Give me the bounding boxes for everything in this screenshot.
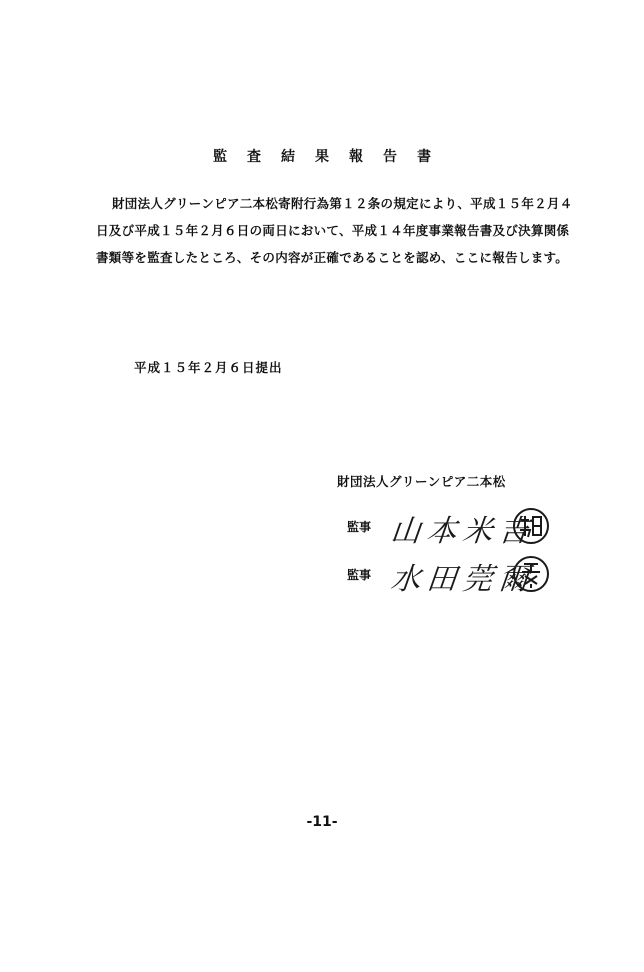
auditor-signature: 山本米吉 (388, 514, 537, 549)
auditor-role: 監事 (347, 520, 372, 534)
auditor-entry (347, 554, 607, 598)
report-body: 財団法人グリーンピア二本松寄附行為第１２条の規定により、平成１５年２月４日及び平成１５年２月６日の両日において、平成１４年度事業報告書及び決算関係書類等を監査したところ、その内容が正確であることを認め、ここに報告します。 (96, 196, 573, 265)
auditor-entry (347, 506, 607, 550)
seal-stamp-icon (511, 554, 551, 594)
submission-date: 平成１５年２月６日提出 (134, 360, 283, 375)
auditor-signature: 水田莞爾 (388, 562, 537, 597)
page-number: -11- (306, 814, 338, 830)
organization-name: 財団法人グリーンピア二本松 (337, 474, 506, 489)
auditor-role: 監事 (347, 568, 372, 582)
document-title: 監査結果報告書 (213, 149, 451, 165)
seal-stamp-icon (511, 506, 551, 546)
